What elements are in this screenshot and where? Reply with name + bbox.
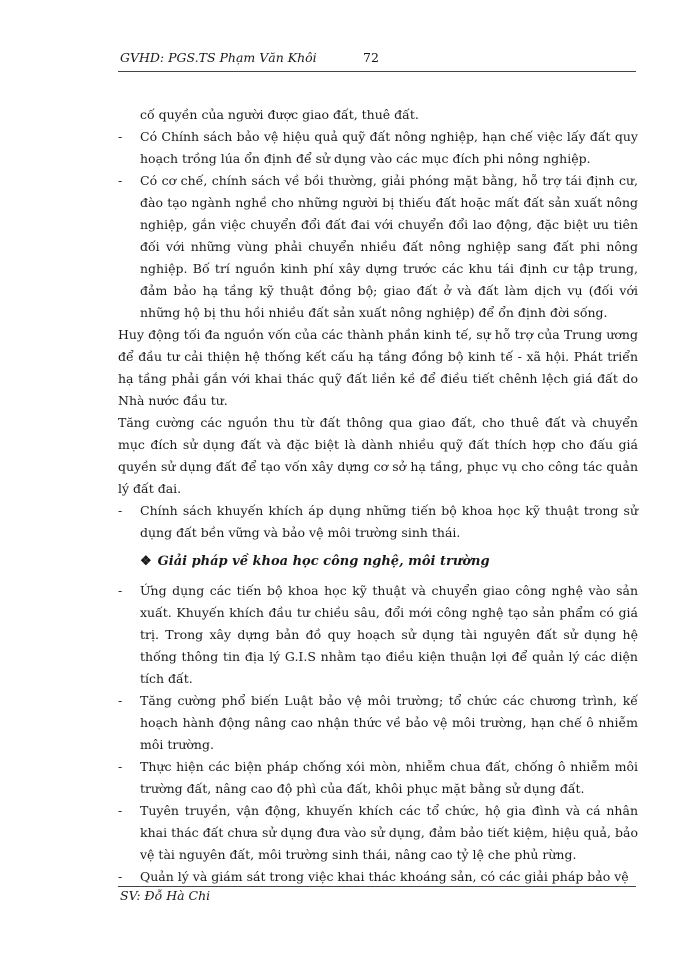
bullet-item bbox=[118, 580, 638, 690]
bullet-dash: - bbox=[118, 129, 123, 144]
document-body bbox=[118, 104, 638, 888]
bullet-text: Ứng dụng các tiến bộ khoa học kỹ thuật và chuyển giao công nghệ vào sản xuất. Khuyến khích đầu tư chiều sâu, đổi mới công nghệ tạo sản phẩm có giá trị. Trong xây dựng bản đồ quy hoạch sử dụng tài nguyên đất sử dụng hệ thống thông tin địa lý G.I.S nhằm tạo điều kiện thuận lợi để quản lý các diện tích đất. bbox=[140, 583, 638, 686]
bullet-item bbox=[118, 690, 638, 756]
footer-rule bbox=[118, 886, 636, 887]
bullet-text: Có cơ chế, chính sách về bồi thường, giải phóng mặt bằng, hỗ trợ tái định cư, đào tạo ngành nghề cho những người bị thiếu đất hoặc mất đất sản xuất nông nghiệp, gắn việc chuyển đổi đất đai với chuyển đổi lao động, đặc biệt ưu tiên đối với những vùng phải chuyển nhiều đất nông nghiệp sang đất phi nông nghiệp. Bố trí nguồn kinh phí xây dựng trước các khu tái định cư tập trung, đảm bảo hạ tầng kỹ thuật đồng bộ; giao đất ở và đất làm dịch vụ (đối với những hộ bị thu hồi nhiều đất sản xuất nông nghiệp) để ổn định đời sống. bbox=[140, 173, 638, 320]
bullet-text: Chính sách khuyến khích áp dụng những tiến bộ khoa học kỹ thuật trong sử dụng đất bền vững và bảo vệ môi trường sinh thái. bbox=[140, 503, 638, 540]
header-rule bbox=[118, 71, 636, 72]
section-heading bbox=[140, 551, 638, 573]
bullet-item bbox=[118, 126, 638, 170]
bullet-dash: - bbox=[118, 583, 123, 598]
bullet-dash: - bbox=[118, 803, 123, 818]
bullet-item bbox=[118, 500, 638, 544]
bullet-item bbox=[118, 866, 638, 888]
bullet-text: Tăng cường phổ biến Luật bảo vệ môi trường; tổ chức các chương trình, kế hoạch hành động nâng cao nhận thức về bảo vệ môi trường, hạn chế ô nhiễm môi trường. bbox=[140, 693, 638, 752]
bullet-dash: - bbox=[118, 693, 123, 708]
advisor-name: GVHD: PGS.TS Phạm Văn Khôi bbox=[120, 50, 317, 65]
body-paragraph: Tăng cường các nguồn thu từ đất thông qua giao đất, cho thuê đất và chuyển mục đích sử dụng đất và đặc biệt là dành nhiều quỹ đất thích hợp cho đấu giá quyền sử dụng đất để tạo vốn xây dựng cơ sở hạ tầng, phục vụ cho công tác quản lý đất đai. bbox=[118, 415, 638, 496]
bullet-text: Có Chính sách bảo vệ hiệu quả quỹ đất nông nghiệp, hạn chế việc lấy đất quy hoạch trồng lúa ổn định để sử dụng vào các mục đích phi nông nghiệp. bbox=[140, 129, 638, 166]
bullet-item bbox=[118, 800, 638, 866]
bullet-item bbox=[118, 170, 638, 324]
bullet-text: Tuyên truyền, vận động, khuyến khích các tổ chức, hộ gia đình và cá nhân khai thác đất chưa sử dụng đưa vào sử dụng, đảm bảo tiết kiệm, hiệu quả, bảo vệ tài nguyên đất, môi trường sinh thái, nâng cao tỷ lệ che phủ rừng. bbox=[140, 803, 638, 862]
bullet-text: Thực hiện các biện pháp chống xói mòn, nhiễm chua đất, chống ô nhiễm môi trường đất, nâng cao độ phì của đất, khôi phục mặt bằng sử dụng đất. bbox=[140, 759, 638, 796]
body-paragraph: Huy động tối đa nguồn vốn của các thành phần kinh tế, sự hỗ trợ của Trung ương để đầu tư cải thiện hệ thống kết cấu hạ tầng đồng bộ kinh tế - xã hội. Phát triển hạ tầng phải gắn với khai thác quỹ đất liền kề để điều tiết chênh lệch giá đất do Nhà nước đầu tư. bbox=[118, 327, 638, 408]
bullet-dash: - bbox=[118, 503, 123, 518]
bullet-text: Quản lý và giám sát trong việc khai thác khoáng sản, có các giải pháp bảo vệ bbox=[140, 869, 629, 884]
page-header bbox=[120, 50, 635, 68]
diamond-bullet-icon: ❖ bbox=[140, 554, 152, 569]
bullet-dash: - bbox=[118, 173, 123, 188]
bullet-dash: - bbox=[118, 869, 123, 884]
page-number: 72 bbox=[363, 50, 379, 65]
page-footer: SV: Đỗ Hà Chi bbox=[120, 888, 211, 903]
continuation-line: cố quyền của người được giao đất, thuê đất. bbox=[140, 107, 419, 122]
bullet-dash: - bbox=[118, 759, 123, 774]
section-heading-text: Giải pháp về khoa học công nghệ, môi trường bbox=[157, 554, 490, 569]
bullet-item bbox=[118, 756, 638, 800]
